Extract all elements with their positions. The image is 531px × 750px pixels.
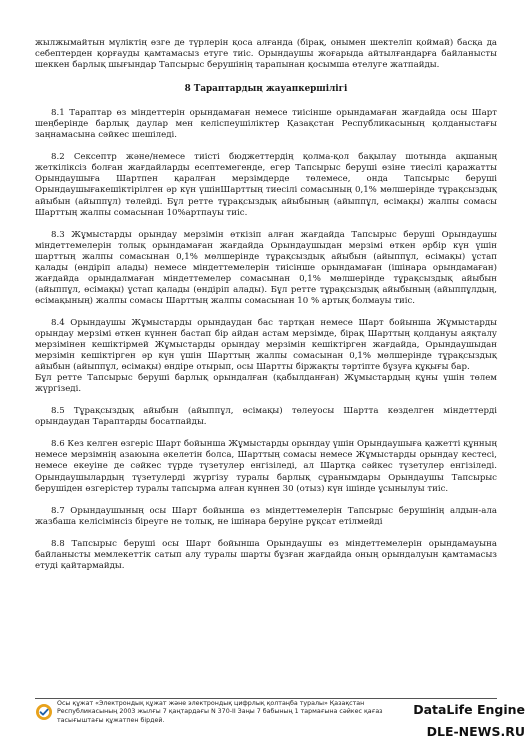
paragraph-continuation: жылжымайтын мүліктің өзге де түрлерін қоса алғанда (бірақ, онымен шектеліп қоймай) басқа да себептерден қорғауды қамтамасыз етуге тиіс. Орындаушы жоғарыда айтылғандарға байланысты шеккен барлық шығындар Тапсырыс берушінің тарапынан қосымша өтелуге жатпайды. [35,38,497,71]
signature-seal-icon [35,703,53,721]
paragraph-8-6: 8.6 Кез келген өзгеріс Шарт бойынша Жұмыстарды орындау үшін Орындаушыға қажетті құнның немесе мерзімнің азаюына әкелетін болса, Шарттың сомасы немесе Жұмыстарды орындау кестесі, немесе екеуіне де сәйкес түрде түзетулер енгізіледі, ал Шартқа сәйкес түзетулер енгізіледі. Орындаушылардың түзетулерді жүргізу туралы барлық сұранымдары Орындаушы Тапсырыс берушіден өзгерістер туралы тапсырма алған күннен 30 (отыз) күн ішінде ұсынылуы тиіс. [35,439,497,494]
watermark-line-2: DLE-NEWS.RU [426,724,525,739]
paragraph-8-1: 8.1 Тараптар өз міндеттерін орындамаған немесе тиісінше орындамаған жағдайда осы Шарт шеңберінде барлық даулар мен келіспеушіліктер Қазақстан Республикасының қолданыстағы заңнамасына сәйкес шешіледі. [35,108,497,141]
watermark-line-1: DataLife Engine [413,702,525,717]
site-watermark [413,702,525,740]
paragraph-8-8: 8.8 Тапсырыс беруші осы Шарт бойынша Орындаушы өз міндеттемелерін орындамауына байланысты мемлекеттік сатып алу туралы шарты бұзған жағдайда оның орындалуын қамтамасыз етуді қайтармайды. [35,538,497,571]
paragraph-8-2: 8.2 Сексептр және/немесе тиісті бюджеттердің қолма-қол бақылау шотында ақшаның жеткіліксіз болған жағдайларды есептемегенде, егер Тапсырыс беруші өзіне тиесілі қаражатты Орындаушыға Шартпен қаралған мерзімдерде төлемесе, онда Тапсырыс беруші Орындаушығакешіктірілген әр күн үшінШарттың тиесілі сомасының 0,1% мөлшерінде тұрақсыздық айыбын (айыппұл) төлейді. Бұл ретте тұрақсыздық айыбының (айыппұл, өсімақы) жалпы сомасы Шарттың жалпы сомасынан 10%артпауы тиіс. [35,152,497,218]
document-body [35,38,497,583]
paragraph-8-4-continued: Бұл ретте Тапсырыс беруші барлық орындалған (қабылданған) Жұмыстардың құны үшін төлем жүргізеді. [35,373,497,395]
section-heading: 8 Тараптардың жауапкершілігі [184,84,348,95]
paragraph-8-7: 8.7 Орындаушының осы Шарт бойынша өз міндеттемелерін Тапсырыс берушінің алдын-ала жазбаша келісімінсіз біреуге не толық, не ішінара беруіне рұқсат етілмейді [35,505,497,527]
paragraph-8-4: 8.4 Орындаушы Жұмыстарды орындаудан бас тартқан немесе Шарт бойынша Жұмыстарды орындау мерзімі өткен күннен бастап бір айдан астам мерзімде, бірақ Шарттың қолдануы аяқталу мерзімінен кешіктірмей Жұмыстарды орындау мерзімін кешіктірген жағдайда, Орындаушыдан мерзімін кешіктірген әр күн үшін Шарттың жалпы сомасынан 0,1% мөлшерінде тұрақсыздық айыбын (айыппұл, өсімақы) өндіре отырып, осы Шартты біржақты тәртіпте бұзуға құқығы бар. [35,317,497,373]
footer-divider [35,698,497,699]
paragraph-8-5: 8.5 Тұрақсыздық айыбын (айыппұл, өсімақы) төлеуосы Шартта көзделген міндеттерді орындаудан Тараптарды босатпайды. [35,406,497,428]
footer-line-2: Республикасының 2003 жылғы 7 қаңтардағы N 370-II Заңы 7 бабының 1 тармағына сәйкес қағаз [57,708,383,716]
footer-line-1: Осы құжат «Электрондық құжат және электрондық цифрлық қолтаңба туралы» Қазақстан [57,700,365,707]
paragraph-8-3: 8.3 Жұмыстарды орындау мерзімін өткізіп алған жағдайда Тапсырыс беруші Орындаушы міндеттемелерін толық орындамаған жағдайда Орындаушыдан мерзімі өткен әрбір күн үшін шарттың жалпы сомасынан 0,1% мөлшерінде тұрақсыздық айыбын (айыппұл, өсімақы) ұстап қалады (өндіріп алады) немесе міндеттемелерін тиісінше орындамаған (ішінара орындамаған) жағдайда орындалмаған міндеттемелер сомасынан 0,1% мөлшерінде тұрақсыздық айыбын (айыппұл, өсімақы) ұстап қалады (өндіріп алады). Бұл ретте тұрақсыздық айыбының (айыппұлдың, өсімақының) жалпы сомасы Шарттың жалпы сомасынан 10 % артық болмауы тиіс. [35,229,497,306]
footer-line-3: тасығыштағы құжатпен бірдей. [57,716,165,724]
